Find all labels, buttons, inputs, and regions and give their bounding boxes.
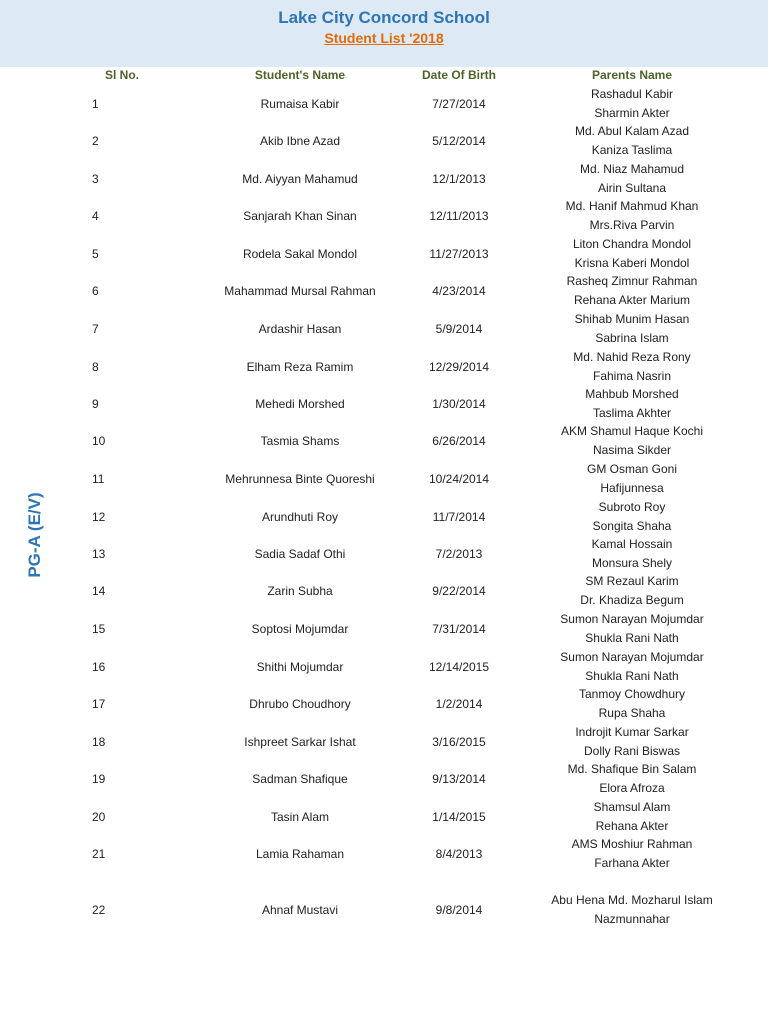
mother-name: Dr. Khadiza Begum [580, 593, 684, 607]
father-name: Md. Niaz Mahamud [579, 162, 685, 176]
father-name: Indrojit Kumar Sarkar [575, 725, 689, 739]
father-name: Sumon Narayan Mojumdar [560, 612, 704, 626]
student-name: Elham Reza Ramim [246, 360, 354, 374]
list-title [0, 30, 768, 46]
parents-name [500, 385, 764, 423]
parents-name [500, 122, 764, 160]
date-of-birth: 7/27/2014 [432, 97, 486, 111]
serial-number: 12 [92, 510, 106, 524]
serial-number: 9 [92, 397, 99, 411]
student-name: Akib Ibne Azad [259, 134, 341, 148]
serial-number: 7 [92, 322, 99, 336]
serial-number: 18 [92, 735, 106, 749]
table-row [0, 160, 768, 198]
table-row [0, 723, 768, 761]
father-name: Subroto Roy [598, 500, 666, 514]
mother-name: Dolly Rani Biswas [583, 744, 681, 758]
col-header-name: Student's Name [254, 68, 346, 82]
date-of-birth: 9/22/2014 [432, 584, 486, 598]
parents-name [500, 460, 764, 498]
mother-name: Hafijunnesa [600, 481, 664, 495]
parents-name [500, 498, 764, 536]
col-header-parents: Parents Name [591, 68, 673, 82]
school-name: Lake City Concord School [278, 8, 490, 27]
student-name: Lamia Rahaman [255, 847, 345, 861]
col-header-sl: Sl No. [104, 68, 139, 82]
student-name: Ahnaf Mustavi [261, 903, 339, 917]
mother-name: Sabrina Islam [595, 331, 669, 345]
mother-name: Airin Sultana [597, 181, 667, 195]
serial-number: 20 [92, 810, 106, 824]
date-of-birth: 4/23/2014 [432, 284, 486, 298]
parents-name [500, 648, 764, 686]
serial-number: 4 [92, 209, 99, 223]
serial-number: 21 [92, 847, 106, 861]
date-of-birth: 11/7/2014 [432, 510, 486, 524]
serial-number: 5 [92, 247, 99, 261]
student-name: Soptosi Mojumdar [251, 622, 349, 636]
father-name: Shamsul Alam [593, 800, 671, 814]
mother-name: Sharmin Akter [594, 106, 670, 120]
father-name: Md. Shafique Bin Salam [567, 762, 697, 776]
mother-name: Songita Shaha [592, 519, 672, 533]
date-of-birth: 11/27/2013 [429, 247, 489, 261]
student-name: Mahammad Mursal Rahman [224, 284, 376, 298]
table-row [0, 498, 768, 536]
serial-number: 11 [92, 472, 105, 486]
student-name: Tasmia Shams [260, 434, 340, 448]
student-name: Ishpreet Sarkar Ishat [244, 735, 356, 749]
table-row [0, 348, 768, 386]
mother-name: Fahima Nasrin [592, 369, 672, 383]
serial-number: 1 [92, 97, 99, 111]
table-row [0, 685, 768, 723]
date-of-birth: 7/2/2013 [435, 547, 483, 561]
list-title-text: Student List '2018 [324, 30, 444, 46]
mother-name: Krisna Kaberi Mondol [574, 256, 690, 270]
serial-number: 3 [92, 172, 99, 186]
student-name: Tasin Alam [270, 810, 330, 824]
date-of-birth: 8/4/2013 [435, 847, 483, 861]
table-row [0, 235, 768, 273]
date-of-birth: 12/1/2013 [432, 172, 486, 186]
student-name: Zarin Subha [267, 584, 333, 598]
date-of-birth: 6/26/2014 [432, 434, 486, 448]
mother-name: Farhana Akter [594, 856, 670, 870]
father-name: Md. Abul Kalam Azad [574, 124, 690, 138]
father-name: Mahbub Morshed [585, 387, 679, 401]
father-name: Shihab Munim Hasan [574, 312, 690, 326]
mother-name: Nasima Sikder [592, 443, 672, 457]
mother-name: Nazmunnahar [594, 912, 670, 926]
table-row [0, 460, 768, 498]
parents-name [500, 272, 764, 310]
mother-name: Rehana Akter Marium [573, 293, 691, 307]
father-name: Rashadul Kabir [590, 87, 674, 101]
father-name: AKM Shamul Haque Kochi [560, 424, 704, 438]
mother-name: Taslima Akhter [592, 406, 672, 420]
table-row [0, 535, 768, 573]
parents-name [500, 835, 764, 873]
mother-name: Mrs.Riva Parvin [589, 218, 675, 232]
section-label: PG-A (E/V) [25, 492, 44, 578]
parents-name [500, 891, 764, 929]
serial-number: 19 [92, 772, 106, 786]
student-name: Ardashir Hasan [258, 322, 342, 336]
parents-name [500, 310, 764, 348]
father-name: Md. Hanif Mahmud Khan [565, 199, 699, 213]
parents-name [500, 798, 764, 836]
parents-name [500, 160, 764, 198]
student-name: Dhrubo Choudhory [249, 697, 351, 711]
student-name: Md. Aiyyan Mahamud [242, 172, 358, 186]
student-name: Sanjarah Khan Sinan [243, 209, 357, 223]
mother-name: Shukla Rani Nath [585, 631, 679, 645]
mother-name: Kaniza Taslima [591, 143, 673, 157]
table-row [0, 422, 768, 460]
date-of-birth: 12/14/2015 [428, 660, 490, 674]
mother-name: Monsura Shely [591, 556, 673, 570]
student-name: Shithi Mojumdar [256, 660, 344, 674]
student-name: Rodela Sakal Mondol [242, 247, 358, 261]
student-name: Mehedi Morshed [255, 397, 345, 411]
parents-name [500, 572, 764, 610]
parents-name [500, 723, 764, 761]
father-name: Tanmoy Chowdhury [578, 687, 686, 701]
parents-name [500, 685, 764, 723]
parents-name [500, 197, 764, 235]
serial-number: 14 [92, 584, 106, 598]
table-row [0, 798, 768, 836]
parents-name [500, 348, 764, 386]
date-of-birth: 1/30/2014 [432, 397, 486, 411]
table-row [0, 835, 768, 873]
parents-name [500, 235, 764, 273]
father-name: Sumon Narayan Mojumdar [560, 650, 704, 664]
serial-number: 15 [92, 622, 106, 636]
student-name: Sadia Sadaf Othi [254, 547, 346, 561]
table-row [0, 197, 768, 235]
student-name: Rumaisa Kabir [260, 97, 340, 111]
table-row [0, 572, 768, 610]
serial-number: 10 [92, 434, 106, 448]
page-header [0, 0, 768, 67]
serial-number: 17 [92, 697, 106, 711]
date-of-birth: 7/31/2014 [432, 622, 486, 636]
student-name: Sadman Shafique [252, 772, 348, 786]
date-of-birth: 12/29/2014 [428, 360, 490, 374]
father-name: Rasheq Zimnur Rahman [566, 274, 698, 288]
father-name: AMS Moshiur Rahman [571, 837, 693, 851]
serial-number: 8 [92, 360, 99, 374]
father-name: Liton Chandra Mondol [572, 237, 692, 251]
father-name: Abu Hena Md. Mozharul Islam [551, 893, 713, 907]
table-row [0, 122, 768, 160]
serial-number: 16 [92, 660, 106, 674]
table-row [0, 310, 768, 348]
table-row [0, 85, 768, 123]
father-name: SM Rezaul Karim [585, 574, 679, 588]
date-of-birth: 9/8/2014 [435, 903, 483, 917]
date-of-birth: 9/13/2014 [432, 772, 486, 786]
father-name: Kamal Hossain [591, 537, 673, 551]
date-of-birth: 1/14/2015 [432, 810, 486, 824]
date-of-birth: 12/11/2013 [429, 209, 489, 223]
table-row [0, 760, 768, 798]
mother-name: Rupa Shaha [598, 706, 666, 720]
table-row [0, 272, 768, 310]
serial-number: 13 [92, 547, 106, 561]
serial-number: 6 [92, 284, 99, 298]
date-of-birth: 1/2/2014 [435, 697, 483, 711]
table-row [0, 648, 768, 686]
student-name: Mehrunnesa Binte Quoreshi [225, 472, 375, 486]
student-name: Arundhuti Roy [261, 510, 339, 524]
date-of-birth: 10/24/2014 [428, 472, 490, 486]
parents-name [500, 535, 764, 573]
parents-name [500, 610, 764, 648]
parents-name [500, 85, 764, 123]
serial-number: 22 [92, 903, 106, 917]
mother-name: Shukla Rani Nath [585, 669, 679, 683]
date-of-birth: 3/16/2015 [432, 735, 486, 749]
mother-name: Rehana Akter [595, 819, 669, 833]
col-header-dob: Date Of Birth [421, 68, 496, 82]
mother-name: Elora Afroza [599, 781, 665, 795]
father-name: GM Osman Goni [586, 462, 678, 476]
parents-name [500, 760, 764, 798]
serial-number: 2 [92, 134, 99, 148]
table-row [0, 385, 768, 423]
father-name: Md. Nahid Reza Rony [573, 350, 691, 364]
table-row [0, 891, 768, 929]
date-of-birth: 5/12/2014 [432, 134, 486, 148]
date-of-birth: 5/9/2014 [435, 322, 483, 336]
parents-name [500, 422, 764, 460]
table-row [0, 610, 768, 648]
